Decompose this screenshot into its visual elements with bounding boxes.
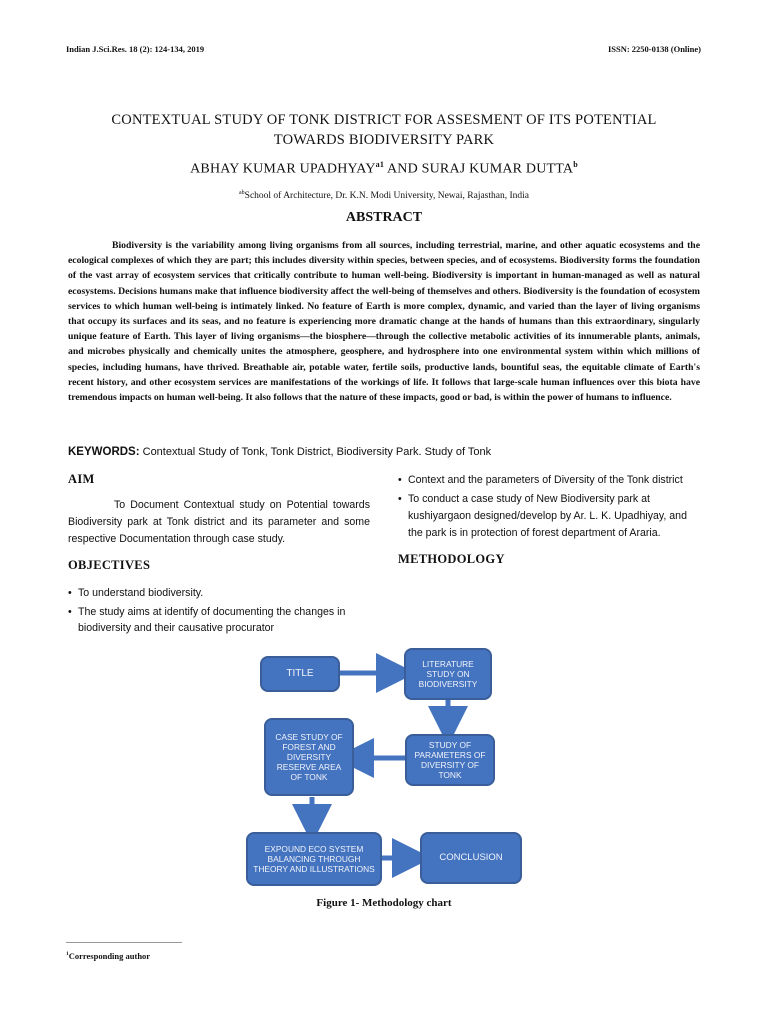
author-1-marker: a1 xyxy=(375,160,385,169)
keywords-label: KEYWORDS: xyxy=(68,446,140,458)
bullet-icon: • xyxy=(68,605,72,618)
affiliation-text: School of Architecture, Dr. K.N. Modi University, Newai, Rajasthan, India xyxy=(244,191,529,202)
context-list xyxy=(398,472,702,542)
author-1: ABHAY KUMAR UPADHYAY xyxy=(190,161,376,177)
author-2: SURAJ KUMAR DUTTA xyxy=(421,161,574,177)
keywords-text: Contextual Study of Tonk, Tonk District, Biodiversity Park. Study of Tonk xyxy=(139,446,492,458)
flow-box-parameters: STUDY OF PARAMETERS OF DIVERSITY OF TONK xyxy=(405,734,495,786)
abstract-heading: ABSTRACT xyxy=(345,210,423,225)
objective-item: • To understand biodiversity. xyxy=(68,585,370,602)
aim-text: To Document Contextual study on Potential towards Biodiversity park at Tonk district and its parameter and some respective Documentation through case study. xyxy=(68,499,370,545)
author-connector: AND xyxy=(384,161,422,177)
abstract-body: Biodiversity is the variability among living organisms from all sources, including terrestrial, marine, and other aquatic ecosystems and the ecological complexes of which they are part; this includes diversity within species, between species, and of ecosystems. Biodiversity forms the foundation of the vast array of ecosystem services that critically contribute to human well-being. Biodiversity is important in human-managed as well as natural ecosystems. Decisions humans make that influence biodiversity affect the well-being of themselves and others. Biodiversity is the foundation of ecosystem services to which human well-being is intimately linked. No feature of Earth is more complex, dynamic, and varied than the layer of living organisms that occupy its surfaces and its seas, and no feature is experiencing more dramatic change at the hands of humans than this extraordinary, singularly unique feature of Earth. This layer of living organisms—the biosphere—through the collective metabolic activities of its innumerable plants, animals, and microbes physically and chemically unites the atmosphere, geosphere, and hydrosphere into one environmental system within which millions of species, including humans, have thrived. Breathable air, potable water, fertile soils, productive lands, bountiful seas, the equitable climate of Earth's recent history, and other ecosystem services are manifestations of the workings of life. It follows that large-scale human influences over this biota have tremendous impacts on human well-being. It also follows that the nature of these impacts, good or bad, is within the power of humans to influence. xyxy=(68,240,700,404)
figure-caption: Figure 1- Methodology chart xyxy=(316,897,452,909)
context-item: • Context and the parameters of Diversity of the Tonk district xyxy=(398,472,702,489)
author-2-marker: b xyxy=(573,160,578,169)
affiliation-marker: ab xyxy=(239,190,245,196)
left-column xyxy=(68,472,370,637)
issn: ISSN: 2250-0138 (Online) xyxy=(607,44,701,54)
keywords xyxy=(68,446,708,458)
bullet-icon: • xyxy=(68,587,72,599)
affiliation xyxy=(40,190,728,201)
footnote-divider xyxy=(66,942,182,943)
paper-title-line-1: CONTEXTUAL STUDY OF TONK DISTRICT FOR ASSESMENT OF ITS POTENTIAL xyxy=(111,112,657,128)
flow-box-case-study: CASE STUDY OF FOREST AND DIVERSITY RESERVE AREA OF TONK xyxy=(264,718,354,796)
methodology-heading: METHODOLOGY xyxy=(398,551,505,566)
bullet-icon: • xyxy=(398,492,402,505)
methodology-flowchart xyxy=(240,640,530,900)
running-header xyxy=(66,44,701,58)
paper-title xyxy=(40,110,728,150)
paper-title-line-2: TOWARDS BIODIVERSITY PARK xyxy=(273,132,495,148)
flow-box-expound: EXPOUND ECO SYSTEM BALANCING THROUGH THEORY AND ILLUSTRATIONS xyxy=(246,832,382,886)
footnote-text: Corresponding author xyxy=(68,951,151,961)
authors xyxy=(40,160,728,178)
bullet-icon: • xyxy=(398,474,402,486)
objective-item: • The study aims at identify of documenting the changes in biodiversity and their causative procurator xyxy=(68,605,346,634)
footnote-marker: 1 xyxy=(66,951,69,958)
journal-citation: Indian J.Sci.Res. 18 (2): 124-134, 2019 xyxy=(66,44,205,54)
flow-box-literature: LITERATURE STUDY ON BIODIVERSITY xyxy=(404,648,492,700)
footnote xyxy=(66,951,150,961)
flow-box-conclusion: CONCLUSION xyxy=(420,832,522,884)
right-column xyxy=(398,472,702,567)
objectives-list xyxy=(68,585,370,637)
context-item: • To conduct a case study of New Biodiversity park at kushiyargaon designed/develop by Ar. L. K. Upadhiyay, and the park is in protection of forest department of Araria. xyxy=(398,492,687,539)
flow-box-title: TITLE xyxy=(260,656,340,692)
objectives-heading: OBJECTIVES xyxy=(68,558,151,572)
aim-heading: AIM xyxy=(68,472,95,486)
